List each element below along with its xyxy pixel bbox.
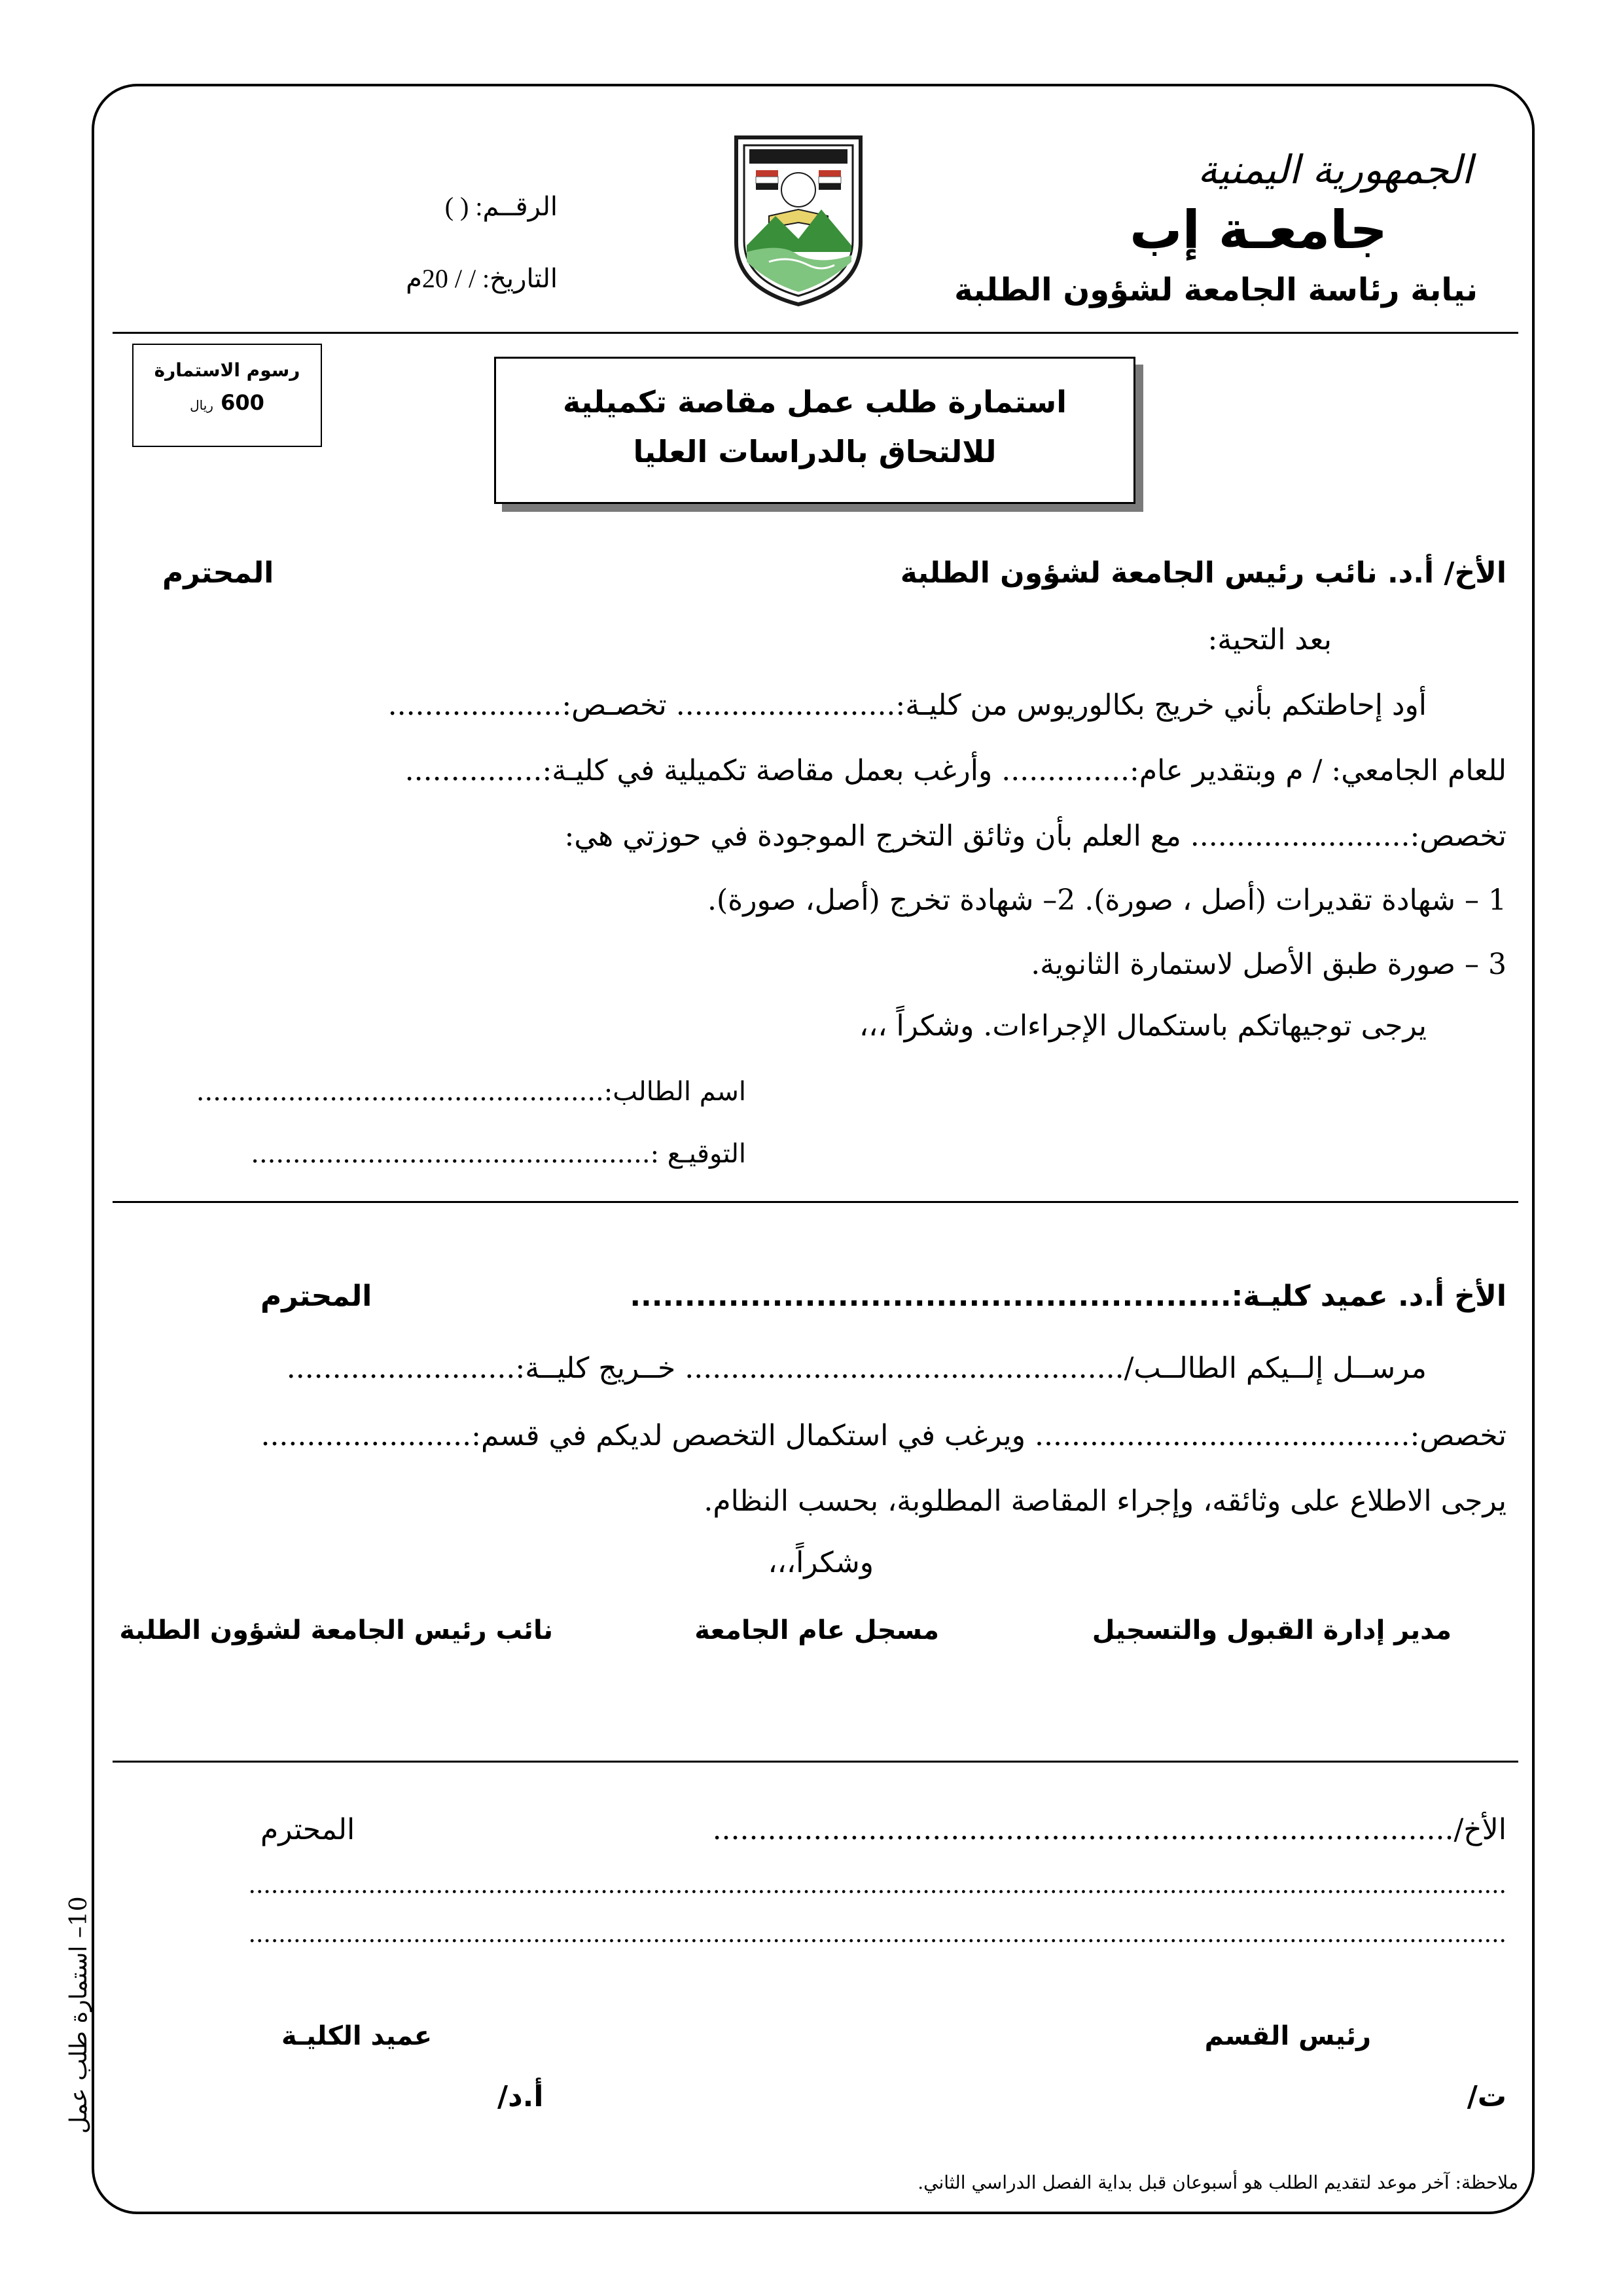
- student-name-field: اسم الطالب:.................................................: [196, 1077, 746, 1107]
- header-department: نيابة رئاسة الجامعة لشؤون الطلبة: [954, 272, 1478, 308]
- t-label: ت/: [1467, 2080, 1507, 2113]
- section2-line2: تخصص:......................................... ويرغب في استكمال التخصص لديكم في قسم:.......................: [260, 1419, 1507, 1452]
- header-university: جامعـة إب: [1130, 200, 1387, 260]
- section2-line3: يرجى الاطلاع على وثائقه، وإجراء المقاصة المطلوبة، بحسب النظام.: [704, 1484, 1507, 1518]
- fee-title: رسوم الاستمارة: [154, 359, 300, 381]
- signature-admissions-director: مدير إدارة القبول والتسجيل: [1092, 1615, 1452, 1645]
- section3-dots-line2: ........................................................................................................................................................................: [248, 1921, 1507, 1948]
- section2-addressee: الأخ أ.د. عميد كليـة:.......................................................: [630, 1280, 1507, 1313]
- fee-amount-line: [134, 390, 321, 415]
- footer-note: ملاحظة: آخر موعد لتقديم الطلب هو أسبوعان قبل بداية الفصل الدراسي الثاني.: [918, 2172, 1518, 2193]
- fee-box: [132, 344, 322, 447]
- fee-currency: ريال: [190, 397, 213, 413]
- header-divider: [113, 332, 1518, 334]
- form-title-line2: للالتحاق بالدراسات العليا: [633, 434, 997, 469]
- header-date: التاريخ: / / 20م: [406, 264, 558, 293]
- form-title-box: [494, 357, 1135, 504]
- dean-label: عميد الكليـة: [281, 2021, 433, 2051]
- section3-dots-line1: ........................................................................................................................................................................: [248, 1872, 1507, 1899]
- section2-line1: مرســل إلــيكم الطالــب/................................................ خــريج كليــة:.........................: [286, 1352, 1427, 1385]
- head-of-department-label: رئيس القسم: [1204, 2021, 1371, 2051]
- sidebar-form-label: 10– استمارة طلب عمل: [65, 1896, 92, 2134]
- ad-label: أ.د/: [497, 2080, 544, 2113]
- student-signature-field: التوقيـع :................................................: [251, 1139, 746, 1169]
- university-logo-icon: [730, 131, 867, 308]
- section1-respected: المحترم: [162, 556, 274, 590]
- section1-line1: أود إحاطتكم بأني خريج بكالوريوس من كليـة:........................ تخصـص:...................: [387, 689, 1427, 722]
- section1-divider: [113, 1201, 1518, 1203]
- form-title-line1: استمارة طلب عمل مقاصة تكميلية: [562, 384, 1067, 420]
- section3-addressee: الأخ/.................................................................................: [712, 1813, 1507, 1846]
- section1-item1: 1 – شهادة تقديرات (أصل ، صورة). 2– شهادة تخرج (أصل، صورة).: [707, 884, 1507, 917]
- header-republic: الجمهورية اليمنية: [1197, 147, 1472, 193]
- signature-registrar: مسجل عام الجامعة: [694, 1615, 939, 1645]
- section2-thanks: وشكراً،،،: [768, 1546, 874, 1579]
- section1-line3: تخصص:........................ مع العلم بأن وثائق التخرج الموجودة في حوزتي هي:: [564, 819, 1507, 853]
- section3-respected: المحترم: [260, 1813, 355, 1846]
- section1-item3: 3 – صورة طبق الأصل لاستمارة الثانوية.: [1031, 948, 1507, 981]
- section1-greeting: بعد التحية:: [1207, 623, 1332, 656]
- signature-vice-president: نائب رئيس الجامعة لشؤون الطلبة: [119, 1615, 553, 1645]
- section1-addressee: الأخ/ أ.د. نائب رئيس الجامعة لشؤون الطلبة: [900, 556, 1507, 590]
- section1-closing: يرجى توجيهاتكم باستكمال الإجراءات. وشكراً ،،،: [859, 1009, 1427, 1043]
- fee-amount: 600: [221, 390, 264, 415]
- section2-respected: المحترم: [260, 1280, 372, 1313]
- section2-divider: [113, 1761, 1518, 1763]
- header-number: الرقــم: ( ): [444, 192, 558, 221]
- section1-line2: للعام الجامعي: / م وبتقدير عام:.............. وأرغب بعمل مقاصة تكميلية في كليـة:...............: [404, 754, 1507, 787]
